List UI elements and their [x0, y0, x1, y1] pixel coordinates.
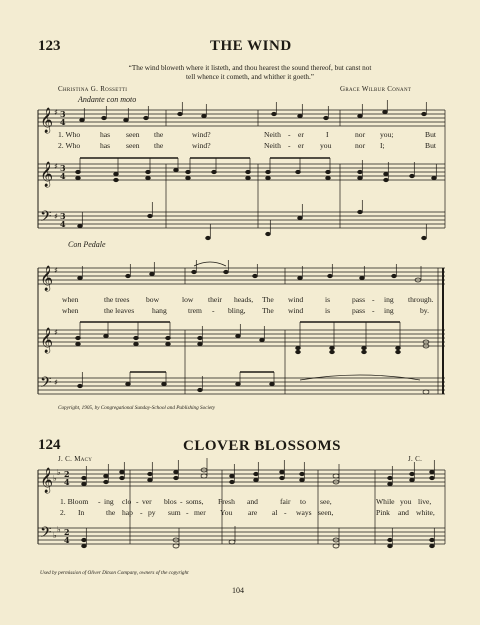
lyric-syllable: live, [418, 497, 432, 506]
lyric-syllable: seen, [318, 508, 334, 517]
permission-note: Used by permission of Oliver Ditson Company, owners of the copyright [40, 570, 189, 576]
svg-text:4: 4 [60, 219, 66, 229]
lyric-syllable: - [186, 508, 189, 517]
lyric-syllable: has [100, 130, 111, 139]
lyric-syllable: bling, [228, 306, 246, 315]
staff-bass-2 [38, 378, 445, 394]
lyric-syllable: 2. Who [58, 141, 81, 150]
lyric-syllable: er [298, 141, 304, 150]
svg-text:♭: ♭ [53, 531, 57, 540]
copyright-note: Copyright, 1905, by Congregational Sunday-School and Publishing Society [58, 405, 215, 411]
svg-text:♭: ♭ [57, 525, 61, 534]
treble-clef-icon: 𝄞 [40, 162, 54, 187]
song-title: THE WIND [210, 38, 292, 54]
svg-text:♯: ♯ [54, 266, 58, 275]
lyric-syllable: - [140, 508, 143, 517]
lyric-syllable: Neith [264, 130, 281, 139]
verse-1-line-2 [62, 295, 452, 305]
lyric-syllable: wind? [192, 141, 211, 150]
lyric-syllable: the trees [104, 295, 130, 304]
lyric-syllable: the [106, 508, 116, 517]
lyric-syllable: fair [280, 497, 291, 506]
lyric-syllable: wind [288, 295, 304, 304]
lyric-syllable: blos [164, 497, 177, 506]
lyric-syllable: hap [122, 508, 133, 517]
lyric-syllable: In [78, 508, 85, 517]
lyric-syllable: I [326, 130, 329, 139]
svg-text:3: 3 [60, 163, 66, 173]
lyric-syllable: 2. [60, 508, 66, 517]
lyricist: J. C. Macy [58, 455, 93, 463]
lyric-syllable: ver [142, 497, 152, 506]
lyric-syllable: soms, [186, 497, 204, 506]
svg-text:4: 4 [60, 117, 66, 127]
lyric-syllable: The [262, 306, 274, 315]
composer: Grace Wilbur Conant [340, 85, 412, 93]
lyric-syllable: bow [146, 295, 160, 304]
lyric-syllable: The [262, 295, 274, 304]
lyric-syllable: - [284, 508, 287, 517]
svg-text:4: 4 [60, 171, 66, 181]
lyric-syllable: Fresh [218, 497, 235, 506]
lyric-syllable: clo [122, 497, 132, 506]
svg-text:2: 2 [64, 469, 70, 479]
pedal-marking: Con Pedale [68, 240, 106, 249]
lyric-syllable: sum [168, 508, 181, 517]
verse-2-line-2 [62, 306, 452, 316]
lyric-syllable: see, [320, 497, 332, 506]
lyric-syllable: ways [296, 508, 312, 517]
lyric-syllable: the leaves [104, 306, 135, 315]
svg-text:♯: ♯ [54, 212, 58, 221]
song2-verse-1 [60, 497, 450, 507]
lyric-syllable: While [376, 497, 395, 506]
lyric-syllable: is [325, 295, 331, 304]
lyric-syllable: - [212, 306, 215, 315]
lyric-syllable: you [400, 497, 412, 506]
staff-treble-2 [38, 330, 445, 346]
svg-text:♯: ♯ [54, 162, 58, 171]
staff-treble-1 [38, 164, 445, 180]
page-number: 104 [232, 586, 244, 595]
lyric-syllable: I; [380, 141, 385, 150]
treble-clef-icon: 𝄞 [40, 468, 54, 493]
lyric-syllable: low [182, 295, 194, 304]
lyric-syllable: by. [420, 306, 429, 315]
svg-text:♭: ♭ [53, 474, 57, 483]
lyric-syllable: But [425, 130, 436, 139]
verse-1-line-1 [58, 130, 448, 140]
lyric-syllable: ing [104, 497, 114, 506]
lyric-syllable: to [300, 497, 306, 506]
lyric-syllable: nor [355, 141, 366, 150]
svg-text:4: 4 [64, 535, 70, 545]
lyric-syllable: seen [126, 130, 140, 139]
svg-text:♯: ♯ [54, 378, 58, 387]
lyric-syllable: - [372, 306, 375, 315]
lyric-syllable: the [154, 130, 164, 139]
lyric-syllable: mer [194, 508, 206, 517]
lyric-syllable: trem [188, 306, 202, 315]
lyric-syllable: hang [152, 306, 167, 315]
song-number: 124 [38, 437, 61, 453]
lyric-syllable: pass [352, 306, 366, 315]
lyric-syllable: py [148, 508, 156, 517]
staff-bass-3 [38, 528, 445, 544]
svg-text:♭: ♭ [57, 468, 61, 477]
verse-2-line-1 [58, 141, 448, 151]
lyric-syllable: wind [288, 306, 304, 315]
lyric-syllable: al [272, 508, 278, 517]
epigraph-line: tell whence it cometh, and whither it goeth.” [186, 73, 314, 81]
lyric-syllable: and [398, 508, 409, 517]
lyric-syllable: you; [380, 130, 394, 139]
treble-clef-icon: 𝄞 [40, 108, 54, 133]
lyric-syllable: nor [355, 130, 366, 139]
lyric-syllable: - [98, 497, 101, 506]
svg-text:3: 3 [60, 211, 66, 221]
lyric-syllable: er [298, 130, 304, 139]
svg-text:♯: ♯ [54, 328, 58, 337]
lyric-syllable: through. [408, 295, 434, 304]
svg-text:♯: ♯ [54, 108, 58, 117]
staff-treble-3 [38, 470, 445, 486]
staff-bass-1 [38, 212, 445, 228]
lyric-syllable: you [320, 141, 332, 150]
lyric-syllable: 1. Bloom [60, 497, 89, 506]
lyric-syllable: white, [416, 508, 435, 517]
lyric-syllable: and [247, 497, 258, 506]
bass-clef-icon: 𝄢 [40, 374, 52, 395]
lyric-syllable: when [62, 306, 79, 315]
lyric-syllable: - [136, 497, 139, 506]
composer: J. C. [408, 455, 423, 463]
lyric-syllable: Neith [264, 141, 281, 150]
lyric-syllable: - [288, 130, 291, 139]
lyric-syllable: is [325, 306, 331, 315]
lyric-syllable: the [154, 141, 164, 150]
lyric-syllable: 1. Who [58, 130, 81, 139]
lyric-syllable: Pink [376, 508, 390, 517]
lyric-syllable: You [220, 508, 233, 517]
lyric-syllable: when [62, 295, 79, 304]
lyric-syllable: - [288, 141, 291, 150]
treble-clef-icon: 𝄞 [40, 266, 54, 291]
staff-voice-2 [38, 268, 445, 284]
lyric-syllable: pass [352, 295, 366, 304]
lyric-syllable: - [372, 295, 375, 304]
epigraph-line: “The wind bloweth where it listeth, and thou hearest the sound thereof, but canst not [128, 64, 372, 72]
lyric-syllable: - [180, 497, 183, 506]
song2-verse-2 [60, 508, 450, 518]
lyric-syllable: their [208, 295, 222, 304]
song-title: CLOVER BLOSSOMS [183, 438, 341, 454]
lyric-syllable: ing [384, 306, 394, 315]
lyric-syllable: ing [384, 295, 394, 304]
svg-text:3: 3 [60, 109, 66, 119]
lyric-syllable: has [100, 141, 111, 150]
lyric-syllable: seen [126, 141, 140, 150]
lyric-syllable: are [248, 508, 258, 517]
tempo-marking: Andante con moto [78, 95, 137, 104]
bass-clef-icon: 𝄢 [40, 208, 52, 229]
song-number: 123 [38, 38, 61, 54]
lyric-syllable: heads, [234, 295, 254, 304]
svg-text:4: 4 [64, 477, 70, 487]
treble-clef-icon: 𝄞 [40, 328, 54, 353]
svg-text:2: 2 [64, 527, 70, 537]
lyricist: Christina G. Rossetti [58, 85, 128, 93]
lyric-syllable: wind? [192, 130, 211, 139]
lyric-syllable: But [425, 141, 436, 150]
bass-clef-icon: 𝄢 [40, 524, 52, 545]
